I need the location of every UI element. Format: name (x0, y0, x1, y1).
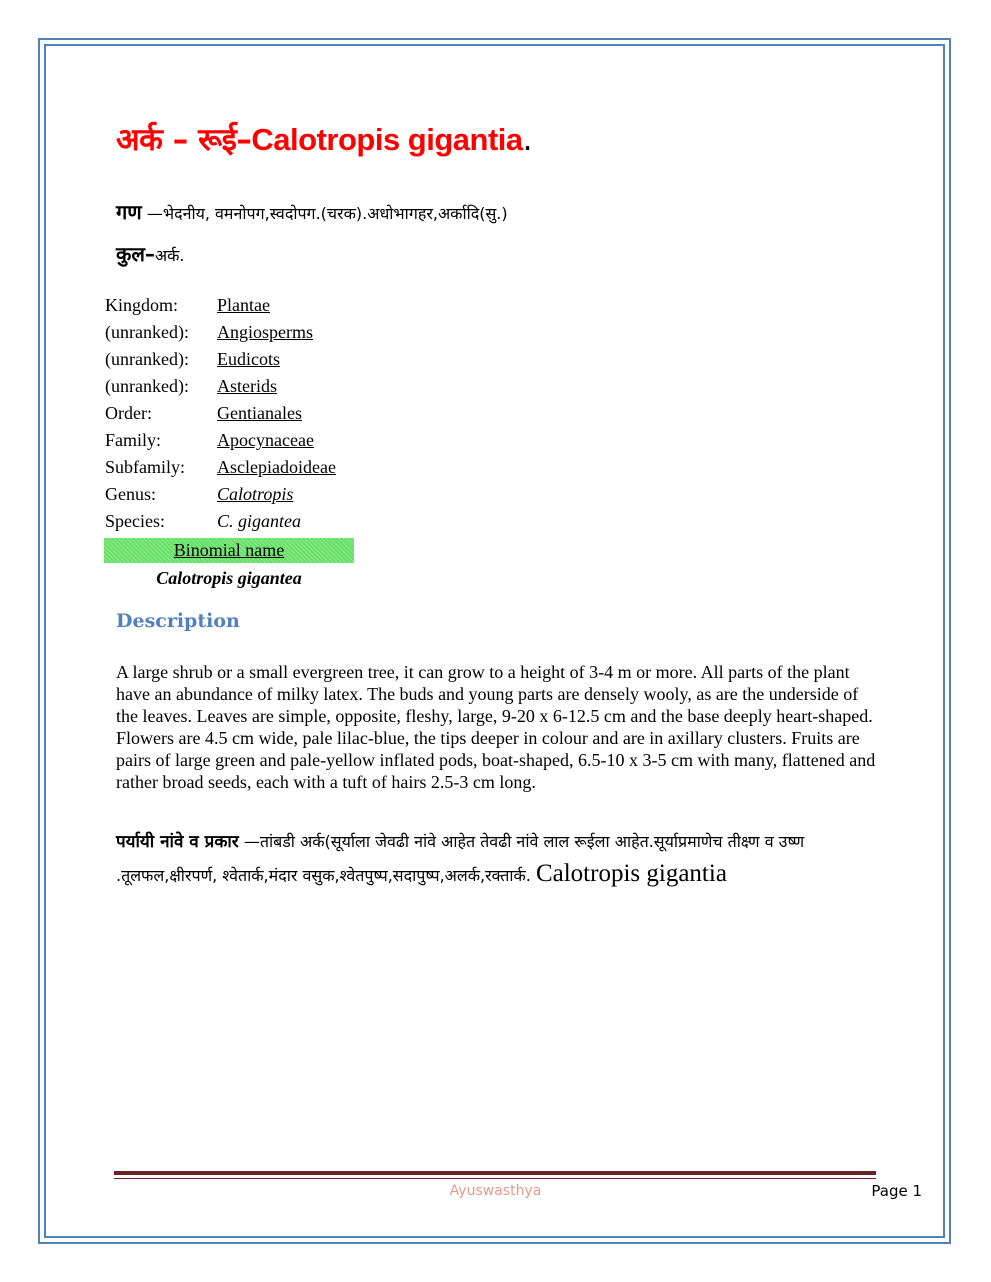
title-dot: . (522, 122, 532, 158)
paryayi-text: —तांबडी अर्क(सूर्याला जेवढी नांवे आहेत तेवढी नांवे लाल रूईला आहेत.सूर्याप्रमाणेच तीक्ष्ण व उष्ण .तूलफल,क्षीरपर्ण, श्वेतार्क,मंदार वसुक,श्वेतपुष्प,सदापुष्प,अलर्क,रक्तार्क. (116, 832, 805, 885)
taxonomy-row (104, 346, 336, 373)
gana-line (116, 198, 508, 225)
paryayi-label: पर्यायी नांवे व प्रकार (116, 832, 239, 852)
taxonomy-key: Species: (105, 511, 165, 531)
kul-line (116, 240, 185, 267)
taxonomy-link[interactable]: Asclepiadoideae (217, 457, 336, 477)
taxonomy-link[interactable]: Gentianales (217, 403, 302, 423)
taxonomy-row (104, 319, 336, 346)
taxonomy-row (104, 373, 336, 400)
taxonomy-row (104, 481, 336, 508)
page-number: Page 1 (871, 1182, 922, 1200)
taxonomy-key: Genus: (105, 484, 156, 504)
taxonomy-table (104, 292, 336, 535)
footer-brand: Ayuswasthya (449, 1183, 542, 1199)
taxonomy-key: Kingdom: (105, 295, 179, 315)
taxonomy-key: (unranked): (105, 349, 189, 369)
gana-text: —भेदनीय, वमनोपग,स्वदोपग.(चरक).अधोभागहर,अर्कादि(सु.) (141, 204, 508, 223)
taxonomy-key: Order: (105, 403, 152, 423)
taxonomy-key: Family: (105, 430, 162, 450)
paryayi-paragraph (116, 826, 876, 892)
footer-rule-thin (114, 1178, 876, 1179)
taxonomy-value: C. gigantea (217, 511, 301, 531)
title-latin: Calotropis gigantia (251, 122, 523, 157)
taxonomy-link[interactable]: Apocynaceae (217, 430, 314, 450)
taxonomy-key: (unranked): (105, 322, 189, 342)
kul-text: अर्क. (154, 246, 185, 265)
taxonomy-link[interactable]: Angiosperms (217, 322, 313, 342)
gana-label: गण (116, 200, 142, 224)
binomial-name: Calotropis gigantea (156, 568, 302, 588)
taxonomy-link[interactable]: Calotropis (217, 484, 294, 504)
taxonomy-row (104, 427, 336, 454)
binomial-heading-link[interactable]: Binomial name (104, 538, 354, 563)
kul-label: कुल– (116, 242, 155, 266)
taxonomy-link[interactable]: Plantae (217, 295, 270, 315)
taxonomy-link[interactable]: Eudicots (217, 349, 280, 369)
taxonomy-key: Subfamily: (105, 457, 185, 477)
taxonomy-row (104, 508, 336, 535)
taxonomy-row (104, 400, 336, 427)
description-text: A large shrub or a small evergreen tree, it can grow to a height of 3-4 m or more. All parts of the plant have an abundance of milky latex. The buds and young parts are densely wooly, as are the underside of the leaves. Leaves are simple, opposite, fleshy, large, 9-20 x 6-12.5 cm and the base deeply heart-shaped. Flowers are 4.5 cm wide, pale lilac-blue, the tips deeper in colour and are in axillary clusters. Fruits are pairs of large green and pale-yellow inflated pods, boat-shaped, 6.5-10 x 3-5 cm with many, flattened and rather broad seeds, each with a tuft of hairs 2.5-3 cm long. (116, 662, 876, 792)
page-title (116, 118, 532, 160)
taxonomy-row (104, 292, 336, 319)
taxonomy-link[interactable]: Asterids (217, 376, 277, 396)
title-hindi: अर्क – रूई– (116, 122, 252, 158)
taxonomy-row (104, 454, 336, 481)
footer-rule-thick (114, 1171, 876, 1175)
description-heading: Description (116, 610, 240, 632)
taxonomy-key: (unranked): (105, 376, 189, 396)
paryayi-latin: Calotropis gigantia (535, 860, 727, 887)
